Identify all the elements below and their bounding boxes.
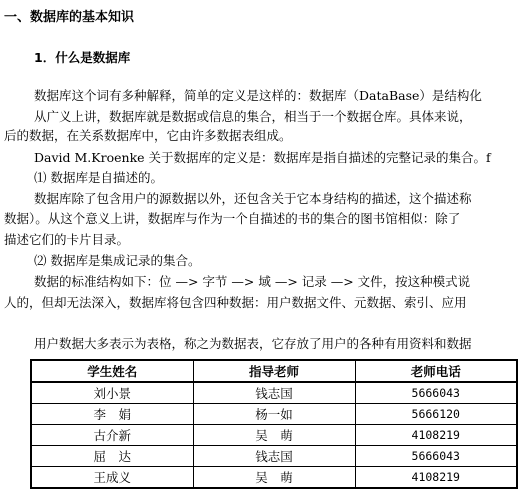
paragraph-line: 数据）。从这个意义上讲，数据库与作为一个自描述的书的集合的图书馆相似：除了: [4, 211, 461, 226]
table-row: [31, 425, 517, 446]
table-row: [31, 467, 517, 489]
student-table: [30, 359, 516, 489]
cell-student-name: 刘小景: [31, 382, 193, 404]
cell-phone: 5666120: [355, 404, 517, 425]
paragraph-line: 人的，但却无法深入，数据库将包含四种数据：用户数据文件、元数据、索引、应用: [4, 295, 467, 310]
cell-student-name: 屈 达: [31, 446, 193, 467]
subsection-heading: 1．什么是数据库: [34, 50, 131, 65]
section-heading: 一、数据库的基本知识: [4, 10, 135, 25]
paragraph-line: 数据的标准结构如下：位 —> 字节 —> 域 —> 记录 —> 文件，按这种模式说: [34, 274, 471, 289]
table-row: [31, 446, 517, 467]
paragraph-line: 数据库这个词有多种解释，简单的定义是这样的：数据库（DataBase）是结构化: [34, 88, 482, 103]
column-header-advisor-phone: 老师电话: [355, 360, 517, 382]
cell-advisor: 杨一如: [193, 404, 355, 425]
cell-student-name: 王成义: [31, 467, 193, 489]
list-item: ⑵ 数据库是集成记录的集合。: [34, 253, 201, 268]
paragraph-line: 用户数据大多表示为表格，称之为数据表，它存放了用户的各种有用资料和数据: [34, 336, 472, 351]
cell-advisor: 钱志国: [193, 446, 355, 467]
cell-phone: 4108219: [355, 467, 517, 489]
table-row: [31, 382, 517, 404]
table-row: [31, 404, 517, 425]
column-header-student-name: 学生姓名: [31, 360, 193, 382]
table-header-row: [31, 360, 517, 382]
paragraph-line: David M.Kroenke 关于数据库的定义是：数据库是指自描述的完整记录的集合。f: [34, 150, 491, 165]
column-header-advisor: 指导老师: [193, 360, 355, 382]
list-item: ⑴ 数据库是自描述的。: [34, 170, 163, 185]
paragraph-line: 数据库除了包含用户的源数据以外，还包含关于它本身结构的描述，这个描述称: [34, 191, 472, 206]
cell-advisor: 吴 萌: [193, 425, 355, 446]
paragraph-line: 后的数据，在关系数据库中，它由许多数据表组成。: [4, 128, 292, 143]
cell-phone: 5666043: [355, 382, 517, 404]
cell-phone: 5666043: [355, 446, 517, 467]
cell-student-name: 古介新: [31, 425, 193, 446]
cell-advisor: 钱志国: [193, 382, 355, 404]
cell-phone: 4108219: [355, 425, 517, 446]
paragraph-line: 从广义上讲，数据库就是数据或信息的集合，相当于一个数据仓库。具体来说，: [34, 109, 472, 124]
cell-student-name: 李 娟: [31, 404, 193, 425]
cell-advisor: 吴 萌: [193, 467, 355, 489]
paragraph-line: 描述它们的卡片目录。: [4, 232, 130, 247]
